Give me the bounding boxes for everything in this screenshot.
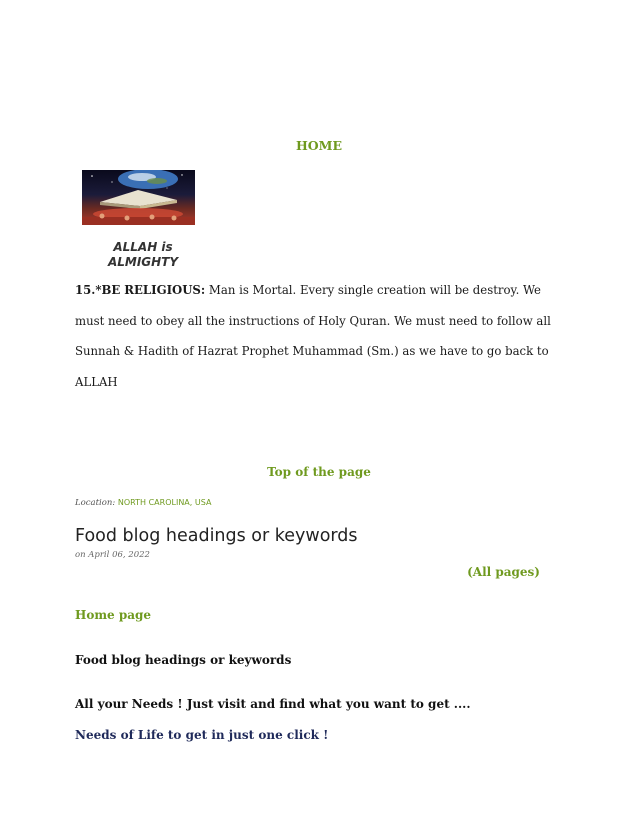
home-page-link[interactable]: Home page — [75, 608, 152, 622]
earth-quran-illustration — [82, 170, 195, 225]
caption-line-2: ALMIGHTY — [107, 255, 179, 269]
top-of-page-link[interactable]: Top of the page — [267, 465, 371, 479]
home-link[interactable]: HOME — [295, 138, 343, 153]
article-paragraph — [75, 275, 555, 397]
hero-image — [82, 170, 195, 225]
post-location — [75, 498, 211, 508]
post-date: on April 06, 2022 — [75, 550, 150, 560]
location-value[interactable]: NORTH CAROLINA, USA — [117, 498, 212, 507]
article-lead: 15.*BE RELIGIOUS: — [75, 283, 206, 297]
location-label: Location: — [75, 498, 116, 508]
article-text: Man is Mortal. Every single creation will be destroy. We must need to obey all the instructions of Holy Quran. We must need to follow all Sunnah & Hadith of Hazrat Prophet Muhammad (Sm.) as we have to go back to ALLAH — [75, 283, 551, 389]
needs-of-life-link[interactable]: Needs of Life to get in just one click ! — [75, 728, 329, 742]
caption-line-1: ALLAH is — [113, 240, 173, 254]
needs-line: All your Needs ! Just visit and find what you want to get .... — [75, 697, 471, 711]
post-title[interactable]: Food blog headings or keywords — [75, 526, 358, 546]
post-heading: Food blog headings or keywords — [75, 653, 292, 667]
all-pages-link[interactable]: (All pages) — [467, 565, 540, 579]
image-caption — [88, 240, 198, 270]
